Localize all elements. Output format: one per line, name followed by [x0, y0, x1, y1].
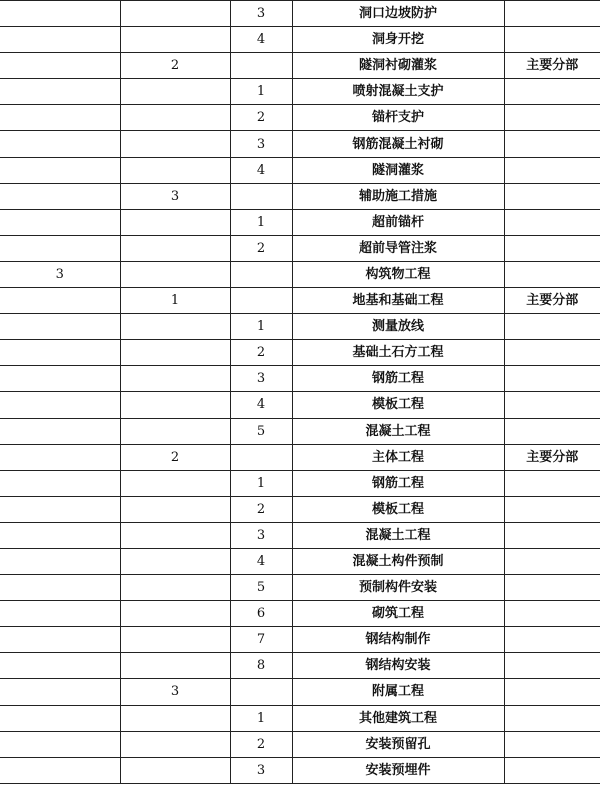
work-name-cell: 超前锚杆	[292, 209, 504, 235]
division-number-cell	[120, 522, 230, 548]
unit-project-number-cell	[0, 627, 120, 653]
table-row	[0, 157, 600, 183]
unit-project-number-cell	[0, 1, 120, 27]
division-number-cell: 3	[120, 679, 230, 705]
remark-cell	[504, 261, 600, 287]
remark-cell	[504, 27, 600, 53]
division-number-cell: 2	[120, 444, 230, 470]
table-row	[0, 601, 600, 627]
remark-cell: 主要分部	[504, 288, 600, 314]
table-row	[0, 522, 600, 548]
item-number-cell: 8	[230, 653, 292, 679]
work-name-cell: 构筑物工程	[292, 261, 504, 287]
unit-project-number-cell	[0, 183, 120, 209]
table-row	[0, 418, 600, 444]
work-name-cell: 混凝土工程	[292, 418, 504, 444]
item-number-cell: 4	[230, 548, 292, 574]
work-name-cell: 安装预留孔	[292, 731, 504, 757]
item-number-cell: 2	[230, 496, 292, 522]
division-number-cell	[120, 705, 230, 731]
table-row	[0, 496, 600, 522]
table-row	[0, 27, 600, 53]
table-row	[0, 548, 600, 574]
item-number-cell: 3	[230, 757, 292, 783]
remark-cell	[504, 418, 600, 444]
table-row	[0, 653, 600, 679]
unit-project-number-cell	[0, 705, 120, 731]
remark-cell	[504, 679, 600, 705]
table-row	[0, 392, 600, 418]
division-number-cell	[120, 1, 230, 27]
remark-cell	[504, 548, 600, 574]
work-name-cell: 模板工程	[292, 496, 504, 522]
item-number-cell	[230, 261, 292, 287]
remark-cell	[504, 392, 600, 418]
unit-project-number-cell	[0, 444, 120, 470]
table-row	[0, 1, 600, 27]
unit-project-number-cell	[0, 392, 120, 418]
item-number-cell: 1	[230, 705, 292, 731]
unit-project-number-cell: 3	[0, 261, 120, 287]
work-name-cell: 模板工程	[292, 392, 504, 418]
item-number-cell: 1	[230, 79, 292, 105]
item-number-cell: 6	[230, 601, 292, 627]
work-name-cell: 隧洞灌浆	[292, 157, 504, 183]
division-number-cell	[120, 131, 230, 157]
work-name-cell: 隧洞衬砌灌浆	[292, 53, 504, 79]
division-number-cell: 3	[120, 183, 230, 209]
table-row	[0, 261, 600, 287]
table-row	[0, 679, 600, 705]
division-number-cell	[120, 79, 230, 105]
table-row	[0, 627, 600, 653]
item-number-cell: 3	[230, 131, 292, 157]
unit-project-number-cell	[0, 522, 120, 548]
table-row	[0, 209, 600, 235]
table-row	[0, 131, 600, 157]
division-number-cell	[120, 261, 230, 287]
item-number-cell: 2	[230, 340, 292, 366]
work-name-cell: 钢结构安装	[292, 653, 504, 679]
work-name-cell: 洞口边坡防护	[292, 1, 504, 27]
table-row	[0, 366, 600, 392]
table-row	[0, 575, 600, 601]
remark-cell	[504, 314, 600, 340]
unit-project-number-cell	[0, 27, 120, 53]
item-number-cell: 2	[230, 731, 292, 757]
work-name-cell: 喷射混凝土支护	[292, 79, 504, 105]
division-number-cell	[120, 627, 230, 653]
division-number-cell	[120, 731, 230, 757]
unit-project-number-cell	[0, 731, 120, 757]
work-name-cell: 锚杆支护	[292, 105, 504, 131]
unit-project-number-cell	[0, 679, 120, 705]
remark-cell	[504, 105, 600, 131]
unit-project-number-cell	[0, 79, 120, 105]
item-number-cell: 7	[230, 627, 292, 653]
unit-project-number-cell	[0, 314, 120, 340]
table-row	[0, 183, 600, 209]
item-number-cell	[230, 183, 292, 209]
unit-project-number-cell	[0, 209, 120, 235]
item-number-cell: 1	[230, 314, 292, 340]
division-number-cell	[120, 392, 230, 418]
remark-cell	[504, 235, 600, 261]
table-row	[0, 470, 600, 496]
item-number-cell: 1	[230, 209, 292, 235]
remark-cell	[504, 731, 600, 757]
work-name-cell: 主体工程	[292, 444, 504, 470]
unit-project-number-cell	[0, 470, 120, 496]
unit-project-number-cell	[0, 340, 120, 366]
remark-cell	[504, 340, 600, 366]
division-number-cell: 2	[120, 53, 230, 79]
remark-cell	[504, 522, 600, 548]
division-number-cell	[120, 314, 230, 340]
division-number-cell	[120, 157, 230, 183]
unit-project-number-cell	[0, 496, 120, 522]
table-row	[0, 340, 600, 366]
remark-cell	[504, 627, 600, 653]
division-number-cell	[120, 601, 230, 627]
unit-project-number-cell	[0, 575, 120, 601]
work-name-cell: 辅助施工措施	[292, 183, 504, 209]
work-name-cell: 其他建筑工程	[292, 705, 504, 731]
division-number-cell	[120, 757, 230, 783]
remark-cell	[504, 470, 600, 496]
remark-cell	[504, 496, 600, 522]
work-name-cell: 钢筋工程	[292, 366, 504, 392]
division-number-cell: 1	[120, 288, 230, 314]
unit-project-number-cell	[0, 366, 120, 392]
item-number-cell: 4	[230, 157, 292, 183]
item-number-cell: 5	[230, 418, 292, 444]
division-number-cell	[120, 209, 230, 235]
table-row	[0, 731, 600, 757]
item-number-cell: 4	[230, 27, 292, 53]
unit-project-number-cell	[0, 288, 120, 314]
item-number-cell: 3	[230, 1, 292, 27]
table-row	[0, 53, 600, 79]
item-number-cell: 2	[230, 105, 292, 131]
work-name-cell: 基础土石方工程	[292, 340, 504, 366]
table-row	[0, 444, 600, 470]
division-number-cell	[120, 235, 230, 261]
table-row	[0, 235, 600, 261]
work-name-cell: 超前导管注浆	[292, 235, 504, 261]
table-row	[0, 105, 600, 131]
division-number-cell	[120, 548, 230, 574]
unit-project-number-cell	[0, 157, 120, 183]
item-number-cell: 4	[230, 392, 292, 418]
remark-cell	[504, 575, 600, 601]
work-name-cell: 混凝土构件预制	[292, 548, 504, 574]
table-row	[0, 757, 600, 783]
work-name-cell: 混凝土工程	[292, 522, 504, 548]
remark-cell	[504, 366, 600, 392]
remark-cell	[504, 131, 600, 157]
table-row	[0, 79, 600, 105]
unit-project-number-cell	[0, 548, 120, 574]
remark-cell: 主要分部	[504, 53, 600, 79]
work-name-cell: 测量放线	[292, 314, 504, 340]
item-number-cell	[230, 53, 292, 79]
unit-project-number-cell	[0, 235, 120, 261]
division-number-cell	[120, 105, 230, 131]
remark-cell	[504, 653, 600, 679]
division-number-cell	[120, 653, 230, 679]
unit-project-number-cell	[0, 757, 120, 783]
remark-cell	[504, 157, 600, 183]
unit-project-number-cell	[0, 601, 120, 627]
unit-project-number-cell	[0, 131, 120, 157]
remark-cell	[504, 601, 600, 627]
division-number-cell	[120, 470, 230, 496]
remark-cell	[504, 705, 600, 731]
remark-cell: 主要分部	[504, 444, 600, 470]
remark-cell	[504, 183, 600, 209]
item-number-cell: 1	[230, 470, 292, 496]
division-number-cell	[120, 575, 230, 601]
work-name-cell: 砌筑工程	[292, 601, 504, 627]
work-name-cell: 钢筋混凝土衬砌	[292, 131, 504, 157]
work-name-cell: 洞身开挖	[292, 27, 504, 53]
item-number-cell: 3	[230, 522, 292, 548]
division-number-cell	[120, 496, 230, 522]
work-name-cell: 钢筋工程	[292, 470, 504, 496]
work-name-cell: 附属工程	[292, 679, 504, 705]
remark-cell	[504, 1, 600, 27]
work-name-cell: 安装预埋件	[292, 757, 504, 783]
table-row	[0, 705, 600, 731]
division-number-cell	[120, 418, 230, 444]
work-name-cell: 预制构件安装	[292, 575, 504, 601]
table-body	[0, 1, 600, 784]
item-number-cell: 5	[230, 575, 292, 601]
unit-project-number-cell	[0, 53, 120, 79]
table-row	[0, 314, 600, 340]
remark-cell	[504, 79, 600, 105]
table-row	[0, 288, 600, 314]
item-number-cell	[230, 679, 292, 705]
remark-cell	[504, 757, 600, 783]
unit-project-number-cell	[0, 418, 120, 444]
item-number-cell: 2	[230, 235, 292, 261]
item-number-cell	[230, 288, 292, 314]
division-number-cell	[120, 27, 230, 53]
division-number-cell	[120, 340, 230, 366]
work-name-cell: 地基和基础工程	[292, 288, 504, 314]
unit-project-number-cell	[0, 653, 120, 679]
remark-cell	[504, 209, 600, 235]
item-number-cell	[230, 444, 292, 470]
unit-project-number-cell	[0, 105, 120, 131]
item-number-cell: 3	[230, 366, 292, 392]
division-number-cell	[120, 366, 230, 392]
work-name-cell: 钢结构制作	[292, 627, 504, 653]
